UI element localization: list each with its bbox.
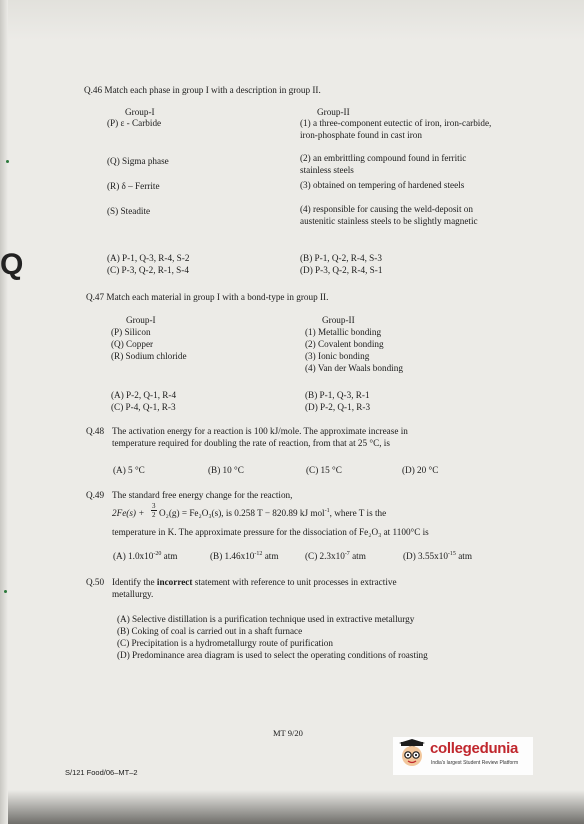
q47-item-r: (R) Sodium chloride — [111, 351, 187, 361]
q46-option-d: (D) P-3, Q-2, R-4, S-1 — [300, 265, 383, 275]
q49-option-b-base: (B) 1.46x10 — [210, 551, 255, 561]
q49-unit-exponent: -1 — [324, 507, 330, 514]
q49-option-c-unit: atm — [349, 551, 366, 561]
q49-option-c-exp: -7 — [344, 550, 350, 557]
logo-tagline: India's largest Student Review Platform — [431, 760, 519, 766]
q47-option-a: (A) P-2, Q-1, R-4 — [111, 390, 177, 400]
q49-fraction-denominator: 2 — [152, 511, 156, 519]
q50-stem-line2: metallurgy. — [112, 589, 154, 599]
q47-bond-4: (4) Van der Waals bonding — [305, 363, 403, 373]
q48-option-c: (C) 15 °C — [306, 465, 342, 475]
q50-option-a: (A) Selective distillation is a purification technique used in extractive metallurgy — [117, 614, 415, 624]
q49-option-d — [403, 551, 472, 563]
q46-stem: Q.46 Match each phase in group I with a description in group II. — [84, 85, 321, 95]
q48-option-b: (B) 10 °C — [208, 465, 244, 475]
q50-stem-part3: statement with reference to unit processes in extractive — [192, 577, 397, 587]
q49-option-d-base: (D) 3.55x10 — [403, 551, 448, 561]
page-number: MT 9/20 — [273, 728, 303, 738]
q50-option-c: (C) Precipitation is a hydrometallurgy route of purification — [117, 638, 333, 648]
q49-equation-right — [159, 508, 386, 520]
q48-number: Q.48 — [86, 426, 105, 436]
q49-option-a-base: (A) 1.0x10 — [113, 551, 154, 561]
q49-option-d-exp: -15 — [447, 550, 456, 557]
q49-option-b — [210, 551, 278, 563]
q47-option-c: (C) P-4, Q-1, R-3 — [111, 402, 176, 412]
q47-item-p: (P) Silicon — [111, 327, 151, 337]
q46-group2-heading: Group-II — [317, 107, 350, 117]
q46-desc-1: (1) a three-component eutectic of iron, iron-carbide, iron-phosphate found in cast iron — [300, 118, 492, 140]
q46-option-c: (C) P-3, Q-2, R-1, S-4 — [107, 265, 189, 275]
q49-fraction-numerator: 3 — [152, 502, 156, 510]
q49-equation-tail: , where T is the — [329, 508, 387, 518]
q49-option-a-unit: atm — [161, 551, 178, 561]
q50-number: Q.50 — [86, 577, 105, 587]
q46-group1-heading: Group-I — [125, 107, 155, 117]
q46-item-s: (S) Steadite — [107, 206, 151, 216]
q47-option-d: (D) P-2, Q-1, R-3 — [305, 402, 371, 412]
q49-equation-left: 2Fe(s) + — [112, 508, 145, 518]
q47-group2-heading: Group-II — [322, 315, 355, 325]
q50-option-d: (D) Predominance area diagram is used to select the operating conditions of roasting — [117, 650, 428, 660]
q48-stem-line2: temperature required for doubling the rate of reaction, from that at 25 °C, is — [112, 438, 390, 448]
paper-code: S/121 Food/06–MT–2 — [65, 768, 138, 777]
q46-desc-2: (2) an embrittling compound found in ferritic stainless steels — [300, 153, 467, 175]
q50-stem-part1: Identify the — [112, 577, 157, 587]
q47-bond-3: (3) Ionic bonding — [305, 351, 370, 361]
q48-stem-line1: The activation energy for a reaction is 100 kJ/mole. The approximate increase in — [112, 426, 408, 436]
collegedunia-watermark — [393, 737, 533, 775]
q46-item-p: (P) ε - Carbide — [107, 118, 162, 128]
q46-item-q: (Q) Sigma phase — [107, 156, 169, 166]
q49-option-a-exp: -20 — [153, 550, 162, 557]
q48-option-d: (D) 20 °C — [402, 465, 439, 475]
q47-bond-1: (1) Metallic bonding — [305, 327, 382, 337]
q47-stem: Q.47 Match each material in group I with a bond-type in group II. — [86, 292, 329, 302]
q48-option-a: (A) 5 °C — [113, 465, 145, 475]
student-mascot-icon — [397, 739, 427, 769]
logo-name: collegedunia — [430, 740, 519, 757]
q46-desc-3: (3) obtained on tempering of hardened steels — [300, 180, 465, 190]
q50-stem-emphasis: incorrect — [156, 577, 193, 587]
q49-option-b-unit: atm — [262, 551, 279, 561]
q49-option-c — [305, 551, 366, 563]
q49-option-b-exp: -12 — [254, 550, 263, 557]
scan-edge-mark: Q — [0, 248, 24, 281]
q49-option-a — [113, 551, 177, 563]
q46-desc-4: (4) responsible for causing the weld-deposit on austenitic stainless steels to be slightly magnetic — [300, 204, 478, 226]
q46-option-b: (B) P-1, Q-2, R-4, S-3 — [300, 253, 382, 263]
q47-option-b: (B) P-1, Q-3, R-1 — [305, 390, 370, 400]
q47-bond-2: (2) Covalent bonding — [305, 339, 384, 349]
q46-item-r: (R) δ – Ferrite — [107, 181, 160, 191]
q49-stem-line1: The standard free energy change for the reaction, — [112, 490, 293, 500]
q50-stem-line1 — [112, 577, 397, 589]
q47-group1-heading: Group-I — [126, 315, 156, 325]
q47-item-q: (Q) Copper — [111, 339, 154, 349]
q49-stem-line3: temperature in K. The approximate pressure for the dissociation of Fe₂O₃ at 1100°C is — [112, 527, 429, 537]
q49-option-d-unit: atm — [455, 551, 472, 561]
q50-option-b: (B) Coking of coal is carried out in a shaft furnace — [117, 626, 303, 636]
q49-option-c-base: (C) 2.3x10 — [305, 551, 345, 561]
q46-option-a: (A) P-1, Q-3, R-4, S-2 — [107, 253, 190, 263]
q49-equation-body: O₂(g) = Fe₂O₃(s), is 0.258 T − 820.89 kJ mol — [159, 508, 325, 518]
q49-number: Q.49 — [86, 490, 105, 500]
